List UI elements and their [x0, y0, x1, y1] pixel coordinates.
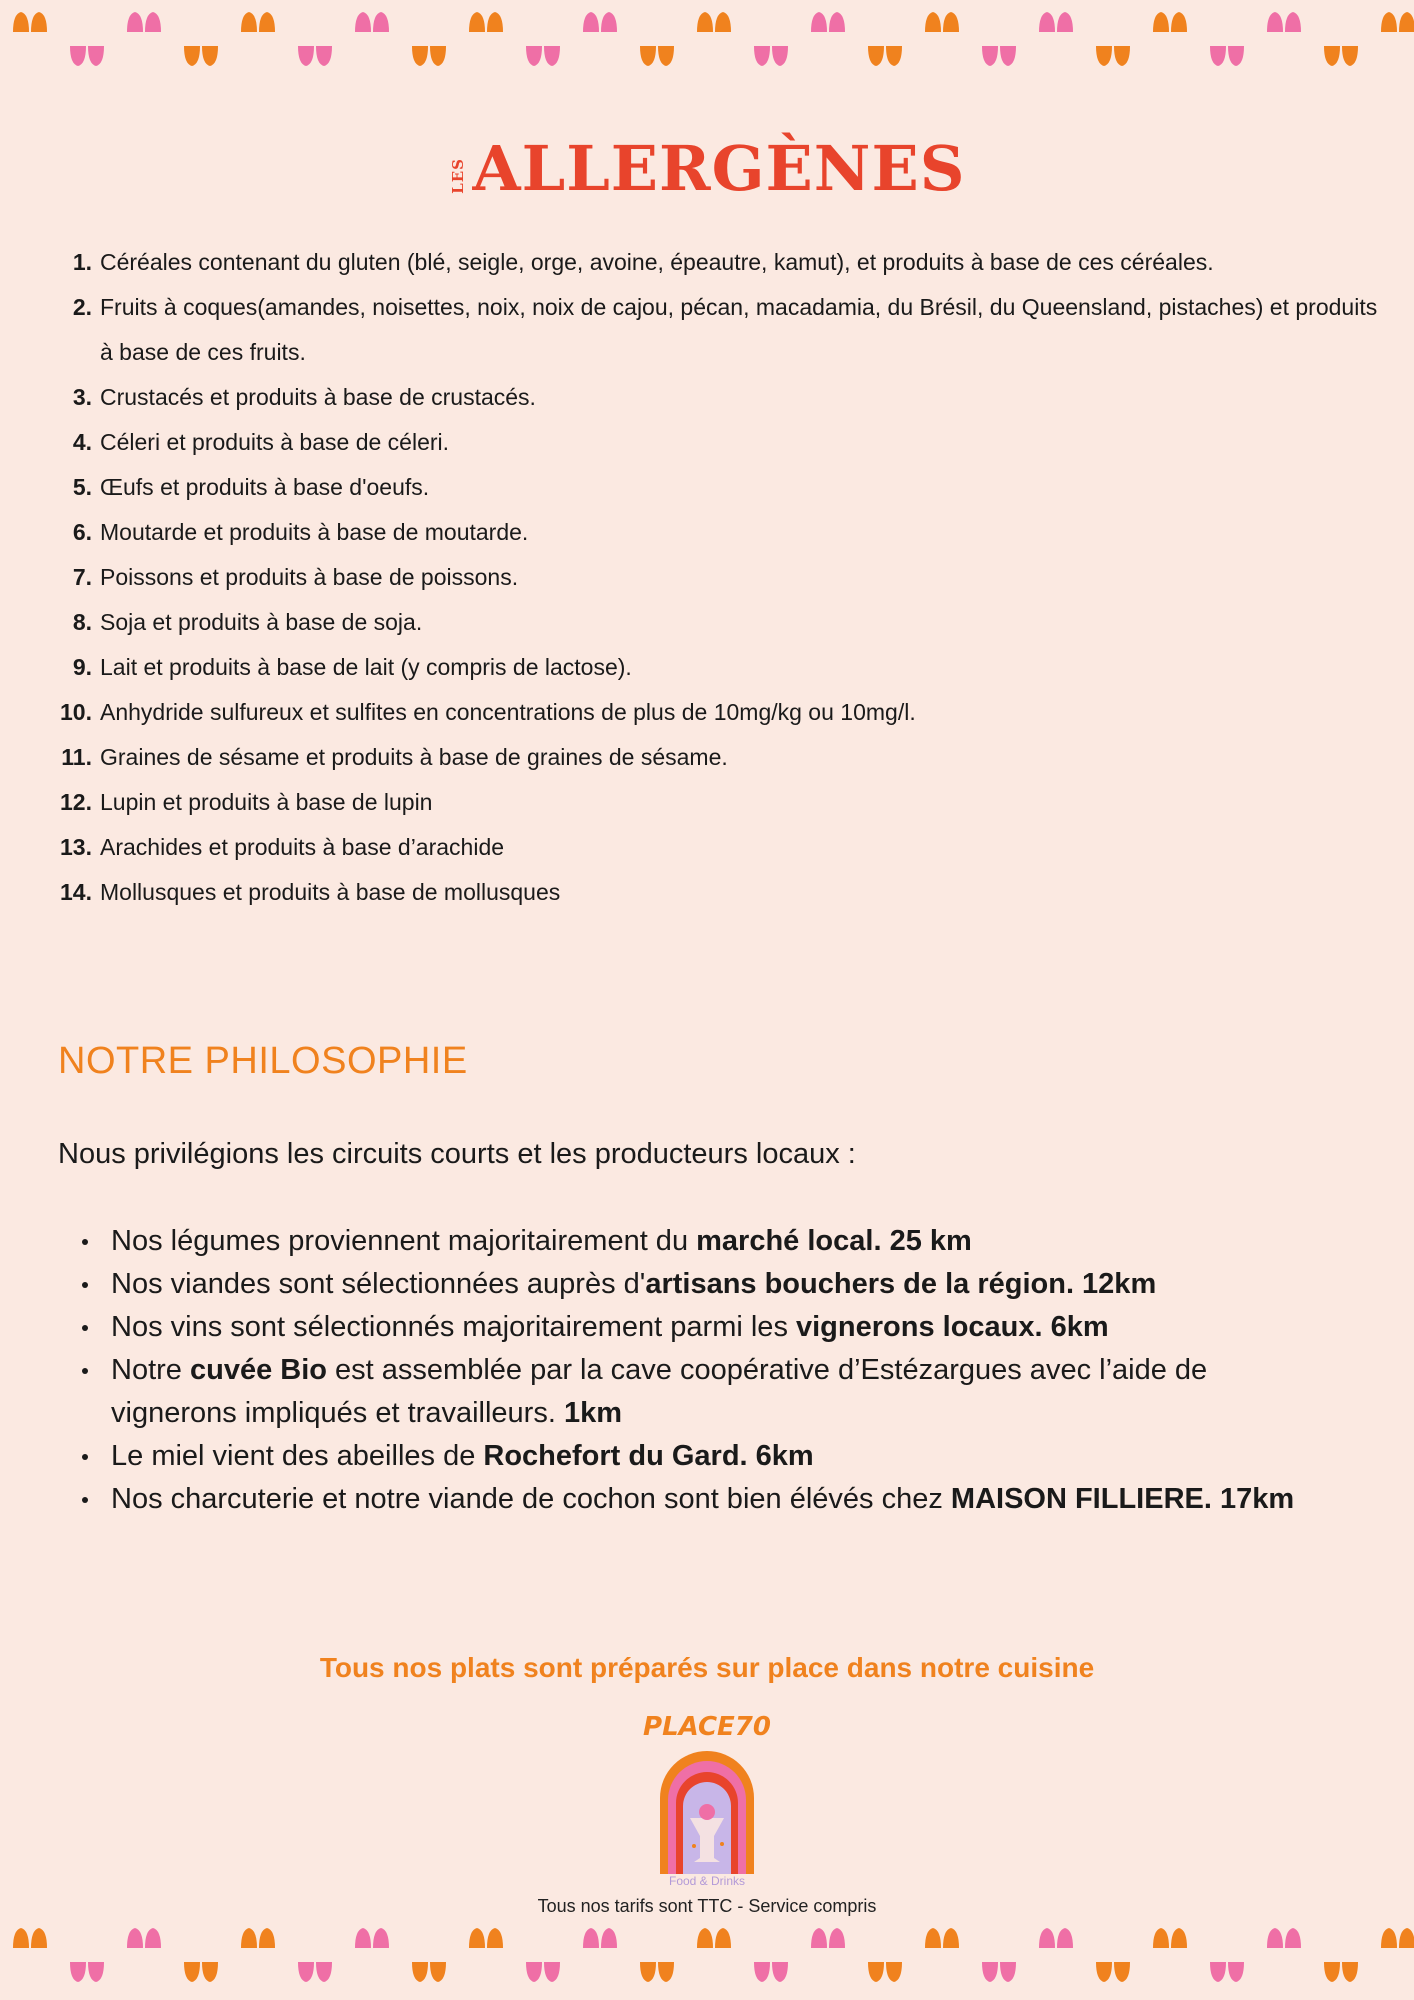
item-text: Lupin et produits à base de lupin [100, 789, 433, 815]
pattern-motif [583, 1928, 617, 1948]
page-title [0, 132, 1414, 205]
item-number: 13. [60, 834, 92, 860]
kitchen-tagline: Tous nos plats sont préparés sur place dans notre cuisine [319, 1652, 1095, 1683]
pattern-motif [1381, 12, 1414, 32]
pattern-motif [469, 12, 503, 32]
pattern-motif [241, 12, 275, 32]
item-text: Soja et produits à base de soja. [100, 609, 423, 635]
item-text: Nos charcuterie et notre viande de cochon sont bien élévés chez [111, 1483, 951, 1515]
item-highlight: artisans bouchers de la région. 12km [645, 1268, 1157, 1300]
list-item [58, 690, 1378, 735]
pattern-motif [1096, 1962, 1130, 1982]
list-item [58, 780, 1378, 825]
item-text: Nos viandes sont sélectionnées auprès d' [111, 1268, 646, 1300]
title-prefix: LES [448, 158, 467, 194]
pattern-motif [1039, 1928, 1073, 1948]
pattern-motif [1381, 1928, 1414, 1948]
pattern-motif [1153, 12, 1187, 32]
pattern-motif [640, 1962, 674, 1982]
item-text: est assemblée par la cave coopérative d’Estézargues avec l’aide de vignerons impliqués et travailleurs. [111, 1354, 1208, 1429]
item-text: Céréales contenant du gluten (blé, seigle, orge, avoine, épeautre, kamut), et produits à base de ces céréales. [100, 249, 1214, 275]
list-item [78, 1220, 1308, 1263]
item-number: 12. [60, 789, 92, 815]
pattern-motif [811, 12, 845, 32]
pattern-motif [412, 1962, 446, 1982]
item-text: Fruits à coques(amandes, noisettes, noix, noix de cajou, pécan, macadamia, du Brésil, du Queensland, pistaches) et produits à base de ces fruits. [100, 294, 1378, 365]
pattern-motif [1039, 12, 1073, 32]
item-text: Arachides et produits à base d’arachide [100, 834, 505, 860]
list-item [58, 420, 1378, 465]
item-number: 7. [72, 564, 92, 590]
item-highlight: cuvée Bio [189, 1354, 327, 1386]
item-text: Anhydride sulfureux et sulfites en concentrations de plus de 10mg/kg ou 10mg/l. [100, 699, 916, 725]
item-highlight: vignerons locaux. 6km [796, 1311, 1109, 1343]
list-item [58, 375, 1378, 420]
item-text: Œufs et produits à base d'oeufs. [100, 474, 430, 500]
pattern-svg-bottom [0, 1908, 1414, 1992]
pattern-motif [355, 12, 389, 32]
pattern-motif [127, 1928, 161, 1948]
list-item [58, 510, 1378, 555]
item-number: 11. [61, 744, 92, 770]
item-text: Notre [111, 1354, 190, 1386]
brand-logo-text: PLACE70 [643, 1712, 771, 1742]
item-text: Lait et produits à base de lait (y compris de lactose). [100, 654, 632, 680]
pattern-motif [1210, 1962, 1244, 1982]
item-number: 1. [72, 249, 92, 275]
pattern-motif [868, 1962, 902, 1982]
brand-logo-subtitle: Food & Drinks [668, 1874, 746, 1888]
item-number: 8. [72, 609, 92, 635]
pattern-motif [298, 46, 332, 66]
pattern-motif [184, 1962, 218, 1982]
item-text: Céleri et produits à base de céleri. [100, 429, 450, 455]
list-item [78, 1306, 1308, 1349]
item-highlight: MAISON FILLIERE. 17km [950, 1483, 1295, 1515]
pattern-motif [127, 12, 161, 32]
pattern-motif [925, 12, 959, 32]
philosophy-heading: NOTRE PHILOSOPHIE [58, 1040, 468, 1082]
pattern-motif [982, 46, 1016, 66]
pattern-motif [697, 1928, 731, 1948]
pattern-motif [1153, 1928, 1187, 1948]
item-text: Le miel vient des abeilles de [111, 1440, 484, 1472]
item-text: Nos légumes proviennent majoritairement du [111, 1225, 697, 1257]
title-main: ALLERGÈNES [472, 132, 966, 205]
item-number: 14. [60, 879, 92, 905]
pattern-motif [70, 1962, 104, 1982]
item-highlight: 1km [563, 1397, 622, 1429]
list-item [58, 600, 1378, 645]
item-text: Mollusques et produits à base de mollusques [100, 879, 561, 905]
pattern-motif [1324, 1962, 1358, 1982]
pattern-motif [355, 1928, 389, 1948]
item-number: 4. [72, 429, 92, 455]
pattern-motif [13, 12, 47, 32]
list-item [78, 1435, 1308, 1478]
pattern-motif [13, 1928, 47, 1948]
pattern-motif [526, 46, 560, 66]
item-text: Poissons et produits à base de poissons. [100, 564, 519, 590]
list-item [58, 555, 1378, 600]
item-text: Moutarde et produits à base de moutarde. [100, 519, 529, 545]
pattern-motif [640, 46, 674, 66]
pattern-motif [298, 1962, 332, 1982]
pattern-motif [70, 46, 104, 66]
philosophy-intro: Nous privilégions les circuits courts et les producteurs locaux : [58, 1138, 856, 1170]
item-number: 9. [72, 654, 92, 680]
allergen-list [58, 240, 1378, 915]
item-number: 10. [60, 699, 92, 725]
pattern-motif [469, 1928, 503, 1948]
pattern-motif [811, 1928, 845, 1948]
list-item [58, 645, 1378, 690]
pattern-svg-top [0, 0, 1414, 84]
list-item [78, 1478, 1308, 1521]
pattern-motif [1267, 12, 1301, 32]
pattern-motif [697, 12, 731, 32]
list-item [78, 1263, 1308, 1306]
pattern-motif [925, 1928, 959, 1948]
item-number: 5. [72, 474, 92, 500]
pattern-motif [982, 1962, 1016, 1982]
list-item [58, 825, 1378, 870]
philosophy-list [78, 1220, 1308, 1521]
top-pattern-border [0, 0, 1414, 84]
pattern-motif [526, 1962, 560, 1982]
pattern-motif [583, 12, 617, 32]
item-highlight: marché local. 25 km [696, 1225, 972, 1257]
bottom-pattern-border [0, 1908, 1414, 1992]
pricing-note: Tous nos tarifs sont TTC - Service compris [537, 1896, 877, 1916]
list-item [78, 1349, 1308, 1435]
pattern-motif [241, 1928, 275, 1948]
pattern-motif [754, 46, 788, 66]
pattern-motif [1210, 46, 1244, 66]
item-text: Crustacés et produits à base de crustacés. [100, 384, 536, 410]
item-highlight: Rochefort du Gard. 6km [483, 1440, 814, 1472]
item-number: 6. [72, 519, 92, 545]
pattern-motif [1096, 46, 1130, 66]
list-item [58, 285, 1378, 375]
list-item [58, 465, 1378, 510]
item-text: Graines de sésame et produits à base de graines de sésame. [100, 744, 728, 770]
item-text: Nos vins sont sélectionnés majoritairement parmi les [111, 1311, 796, 1343]
pattern-motif [754, 1962, 788, 1982]
pattern-motif [184, 46, 218, 66]
item-number: 3. [72, 384, 92, 410]
pattern-motif [412, 46, 446, 66]
pattern-motif [1267, 1928, 1301, 1948]
pattern-motif [1324, 46, 1358, 66]
pattern-motif [868, 46, 902, 66]
list-item [58, 240, 1378, 285]
item-number: 2. [72, 294, 92, 320]
list-item [58, 870, 1378, 915]
list-item [58, 735, 1378, 780]
brand-logo-arch-icon [656, 1748, 758, 1874]
